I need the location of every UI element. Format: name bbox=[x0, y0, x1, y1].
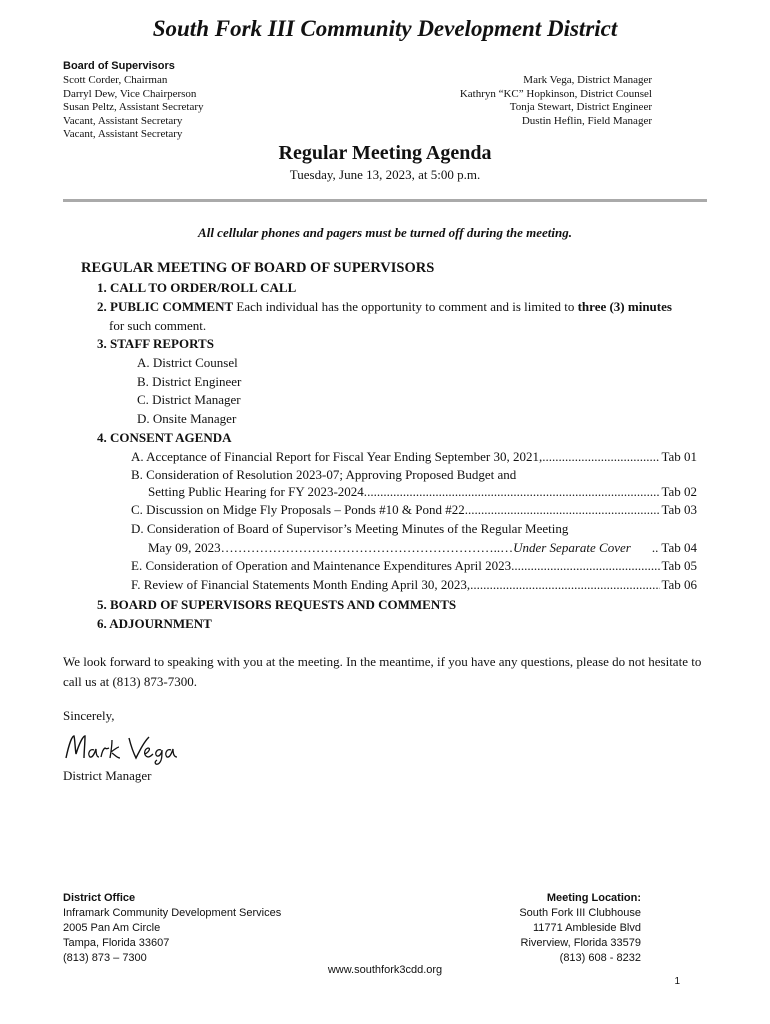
document-title: South Fork III Community Development District bbox=[152, 16, 618, 41]
staff-report-item: D. Onsite Manager bbox=[137, 411, 237, 426]
consent-item-d-date: May 09, 2023………………………………………………………..… bbox=[148, 540, 514, 555]
office-line: Inframark Community Development Services bbox=[63, 907, 282, 919]
staff-item: Tonja Stewart, District Engineer bbox=[509, 101, 652, 113]
tab-ref: .. Tab 04 bbox=[651, 540, 697, 555]
supervisors-list bbox=[63, 74, 204, 142]
handwritten-signature bbox=[63, 730, 183, 771]
staff-item: Mark Vega, District Manager bbox=[523, 74, 652, 86]
sincerely-text: Sincerely, bbox=[63, 708, 115, 723]
agenda-title: Regular Meeting Agenda bbox=[278, 142, 492, 164]
supervisor-item: Vacant, Assistant Secretary bbox=[63, 114, 183, 127]
tab-ref: Tab 05 bbox=[661, 558, 697, 573]
staff-item: Kathryn “KC” Hopkinson, District Counsel bbox=[459, 87, 652, 100]
consent-item-b-text: Setting Public Hearing for FY 2023-2024. bbox=[148, 484, 368, 499]
supervisor-item: Vacant, Assistant Secretary bbox=[63, 128, 183, 140]
consent-item-d-cont bbox=[148, 540, 697, 556]
office-heading: District Office bbox=[63, 892, 136, 904]
consent-item-f bbox=[131, 577, 697, 593]
website-link[interactable]: www.southfork3cdd.org bbox=[327, 964, 443, 976]
leader-dots bbox=[542, 449, 660, 465]
agenda-item-staff-reports: 3. STAFF REPORTS bbox=[97, 336, 214, 351]
tab-ref: Tab 01 bbox=[661, 449, 697, 464]
consent-item-d: D. Consideration of Board of Supervisor’s Meeting Minutes of the Regular Meeting bbox=[131, 521, 569, 536]
supervisor-item: Darryl Dew, Vice Chairperson bbox=[63, 87, 197, 100]
tab-ref: Tab 06 bbox=[661, 577, 697, 592]
agenda-item-public-comment bbox=[97, 299, 672, 315]
consent-item-e bbox=[131, 558, 697, 574]
district-office-block bbox=[63, 891, 281, 966]
tab-ref: Tab 02 bbox=[661, 484, 697, 499]
supervisor-item: Susan Peltz, Assistant Secretary bbox=[63, 101, 204, 113]
meeting-line: (813) 608 - 8232 bbox=[559, 952, 641, 964]
page-number: 1 bbox=[674, 976, 680, 987]
leader-dots bbox=[511, 558, 660, 574]
meeting-location-block bbox=[519, 891, 641, 966]
office-line: Tampa, Florida 33607 bbox=[63, 937, 170, 949]
staff-item: Dustin Heflin, Field Manager bbox=[521, 114, 652, 127]
consent-item-a-text: A. Acceptance of Financial Report for Fiscal Year Ending September 30, 2021, bbox=[131, 449, 543, 464]
signature-graphic bbox=[63, 730, 183, 766]
leader-dots bbox=[465, 502, 661, 518]
supervisor-item: Scott Corder, Chairman bbox=[63, 74, 168, 86]
office-line: 2005 Pan Am Circle bbox=[63, 922, 161, 934]
consent-item-c bbox=[131, 502, 697, 518]
consent-item-f-text: F. Review of Financial Statements Month Ending April 30, 2023, bbox=[131, 577, 471, 592]
public-comment-text: Each individual has the opportunity to comment and is limited to bbox=[233, 299, 578, 314]
staff-report-item: C. District Manager bbox=[137, 392, 241, 407]
public-comment-continued: for such comment. bbox=[109, 318, 207, 333]
agenda-date: Tuesday, June 13, 2023, at 5:00 p.m. bbox=[289, 167, 481, 182]
signer-title: District Manager bbox=[63, 768, 152, 783]
under-separate-cover: Under Separate Cover bbox=[513, 540, 631, 555]
meeting-line: South Fork III Clubhouse bbox=[519, 907, 641, 919]
staff-report-item: A. District Counsel bbox=[137, 355, 238, 370]
meeting-line: 11771 Ambleside Blvd bbox=[532, 922, 641, 934]
meeting-line: Riverview, Florida 33579 bbox=[520, 937, 641, 949]
public-comment-limit: three (3) minutes bbox=[577, 299, 672, 314]
agenda-item-consent-agenda: 4. CONSENT AGENDA bbox=[97, 430, 232, 445]
consent-item-b: B. Consideration of Resolution 2023-07; Approving Proposed Budget and bbox=[131, 467, 517, 482]
consent-item-b-cont bbox=[148, 484, 697, 500]
agenda-item-board-requests: 5. BOARD OF SUPERVISORS REQUESTS AND COMMENTS bbox=[97, 597, 457, 612]
agenda-item-call-to-order: 1. CALL TO ORDER/ROLL CALL bbox=[97, 280, 297, 295]
header-divider bbox=[63, 199, 707, 202]
closing-paragraph: We look forward to speaking with you at the meeting. In the meantime, if you have any questions, please do not hesitate to call us at (813) 873-7300. bbox=[63, 654, 702, 689]
leader-dots bbox=[470, 577, 660, 593]
leader-dots bbox=[367, 484, 660, 500]
tab-ref: Tab 03 bbox=[661, 502, 697, 517]
board-heading: Board of Supervisors bbox=[63, 60, 175, 72]
public-comment-label: 2. PUBLIC COMMENT bbox=[97, 299, 234, 314]
consent-item-c-text: C. Discussion on Midge Fly Proposals – Ponds #10 & Pond #22 bbox=[131, 502, 465, 517]
phones-notice: All cellular phones and pagers must be turned off during the meeting. bbox=[198, 225, 572, 240]
section-heading: REGULAR MEETING OF BOARD OF SUPERVISORS bbox=[81, 260, 435, 276]
consent-item-e-text: E. Consideration of Operation and Maintenance Expenditures April 2023 bbox=[131, 558, 512, 573]
staff-list bbox=[460, 74, 652, 128]
agenda-item-adjournment: 6. ADJOURNMENT bbox=[97, 616, 212, 631]
consent-item-a bbox=[131, 449, 697, 465]
office-line: (813) 873 – 7300 bbox=[63, 952, 147, 964]
meeting-heading: Meeting Location: bbox=[546, 892, 641, 904]
staff-report-item: B. District Engineer bbox=[137, 374, 242, 389]
